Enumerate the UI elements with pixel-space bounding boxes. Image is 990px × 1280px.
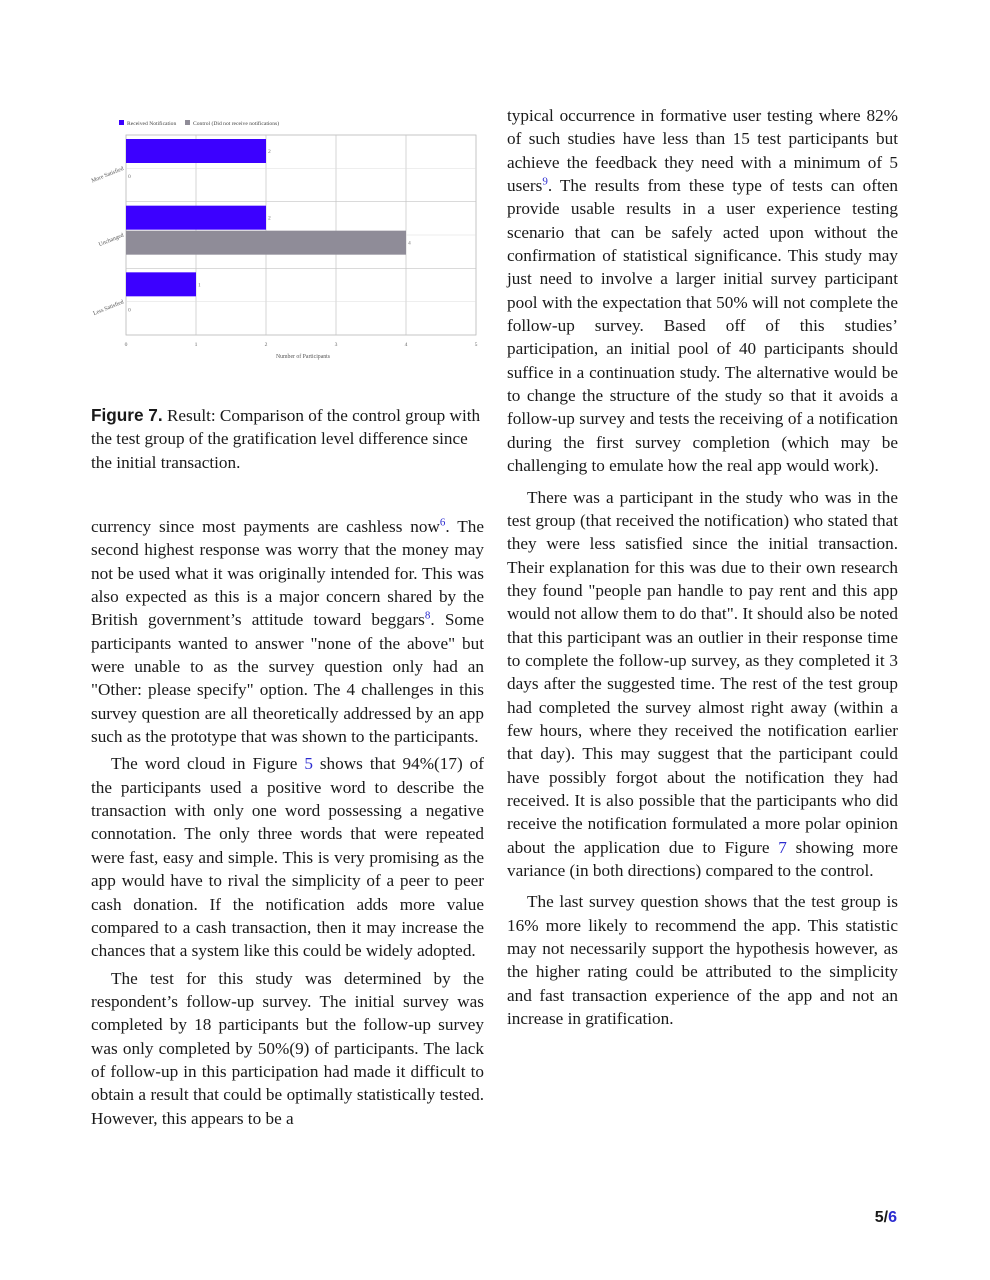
bar xyxy=(126,272,196,296)
legend-swatch xyxy=(185,120,190,125)
text-segment: currency since most payments are cashless now xyxy=(91,517,440,536)
bar xyxy=(126,206,266,230)
page-total[interactable]: 6 xyxy=(888,1209,897,1226)
paragraph xyxy=(91,752,484,962)
chart-legend xyxy=(119,120,279,127)
text-segment: showing more variance (in both directions) compared to the control. xyxy=(507,837,898,880)
x-tick-label: 3 xyxy=(334,342,338,348)
x-tick-label: 4 xyxy=(404,342,408,348)
x-axis-label: Number of Participants xyxy=(275,354,331,360)
caption-label: Figure 7. xyxy=(91,405,163,425)
data-label: 0 xyxy=(128,174,131,180)
figure-link[interactable]: 7 xyxy=(778,837,787,857)
figure-link[interactable]: 5 xyxy=(304,754,313,774)
citation-link[interactable]: 6 xyxy=(439,516,446,529)
citation-link[interactable]: 9 xyxy=(542,175,548,188)
figure-caption xyxy=(91,404,484,474)
paragraph: The last survey question shows that the test group is 16% more likely to recommend the app. This statistic may not necessarily support the hypothesis however, as the higher rating could be attributed to the simplicity and fast transaction experience of the app and not an increase in gratification. xyxy=(507,892,898,1029)
legend-swatch xyxy=(119,120,124,125)
text-segment: shows that 94%(17) of the participants used a positive word to describe the transaction with only one word possessing a negative connotation. The only three words that were repeated were fast, easy and simple. This is very promising as the app would have to rival the simplicity of a peer to peer cash donation. If the notification adds more value compared to a cash transaction, then it may increase the chances that a system like this could be widely adopted. xyxy=(91,754,484,961)
paragraph xyxy=(91,515,484,748)
data-label: 2 xyxy=(268,215,271,222)
paragraph: The test for this study was determined by the respondent’s follow-up survey. The initial survey was completed by 18 participants but the follow-up survey was only completed by 50%(9) of participants. The lack of follow-up in this participation had made it difficult to obtain a result that could be optimally statistically tested. However, this appears to be a xyxy=(91,968,484,1128)
page-separator: / xyxy=(883,1209,889,1226)
data-label: 4 xyxy=(408,240,411,247)
data-label: 2 xyxy=(268,149,271,155)
paragraph xyxy=(507,104,898,478)
text-segment: . Some participants wanted to answer "none of the above" but were unable to as the survey question only had an "Other: please specify" option. The 4 challenges in this survey question are all theoretically addressed by an app such as the prototype that was shown to the participants. xyxy=(91,610,485,747)
legend-label: Received Notification xyxy=(127,121,177,127)
data-label: 1 xyxy=(198,282,201,289)
legend-label: Control (Did not receive notifications) xyxy=(193,121,280,127)
page-current: 5 xyxy=(874,1209,884,1226)
data-label: 0 xyxy=(128,307,131,314)
category-label: Unchanged xyxy=(98,232,125,249)
paragraph xyxy=(507,486,898,883)
x-tick-label: 2 xyxy=(264,342,268,348)
x-tick-label: 1 xyxy=(194,342,198,348)
page-number xyxy=(875,1209,897,1227)
right-column xyxy=(507,104,898,1034)
text-segment: The word cloud in Figure xyxy=(111,754,305,774)
caption-text: Result: Comparison of the control group with the test group of the gratification level difference since the initial transaction. xyxy=(91,406,481,472)
left-column xyxy=(91,515,484,1134)
category-label: More Satisfied xyxy=(90,165,125,185)
x-tick-label: 0 xyxy=(124,342,128,348)
citation-link[interactable]: 8 xyxy=(424,609,431,622)
category-label: Less Satisfied xyxy=(92,299,125,317)
bar-chart xyxy=(80,108,490,363)
text-segment: There was a participant in the study who was in the test group (that received the notification) who stated that they were less satisfied since the initial transaction. Their explanation for this was due to their own research they found "people pan handle to pay rent and this app would not allow them to do that". It should also be noted that this participant was an outlier in their response time to complete the follow-up survey, as they completed it 3 days after the suggested time. The rest of the test group had completed the survey almost right away (within a few hours, where they received the notification earlier that day). This may suggest that the participant could have possibly forgot about the notification they had received. It is also possible that the participants who did receive the notification formulated a more polar opinion about the application due to Figure xyxy=(507,487,898,857)
bar xyxy=(126,231,406,255)
x-tick-label: 5 xyxy=(474,342,478,348)
text-segment: typical occurrence in formative user testing where 82% of such studies have less than 15 test participants but achieve the feedback they need with a minimum of 5 users xyxy=(507,106,898,196)
text-segment: . The results from these type of tests can often provide usable results in a user experience testing scenario that can be safely acted upon without the confirmation of statistical significance. This study may just need to involve a larger initial survey participant pool with the expectation that 50% will not complete the follow-up survey. Based off of this studies’ participation, an initial pool of 40 participants should suffice in a continuation study. The alternative would be to change the structure of the study so that it avoids a follow-up survey and tests the receiving of a notification during the first survey completion (which may be challenging to emulate how the real app would work). xyxy=(507,176,898,476)
text-segment: . The second highest response was worry that the money may not be used what it was originally intended for. This was also expected as this is a major concern shared by the British government’s attitude toward beggars xyxy=(91,517,484,630)
bar xyxy=(126,139,266,163)
